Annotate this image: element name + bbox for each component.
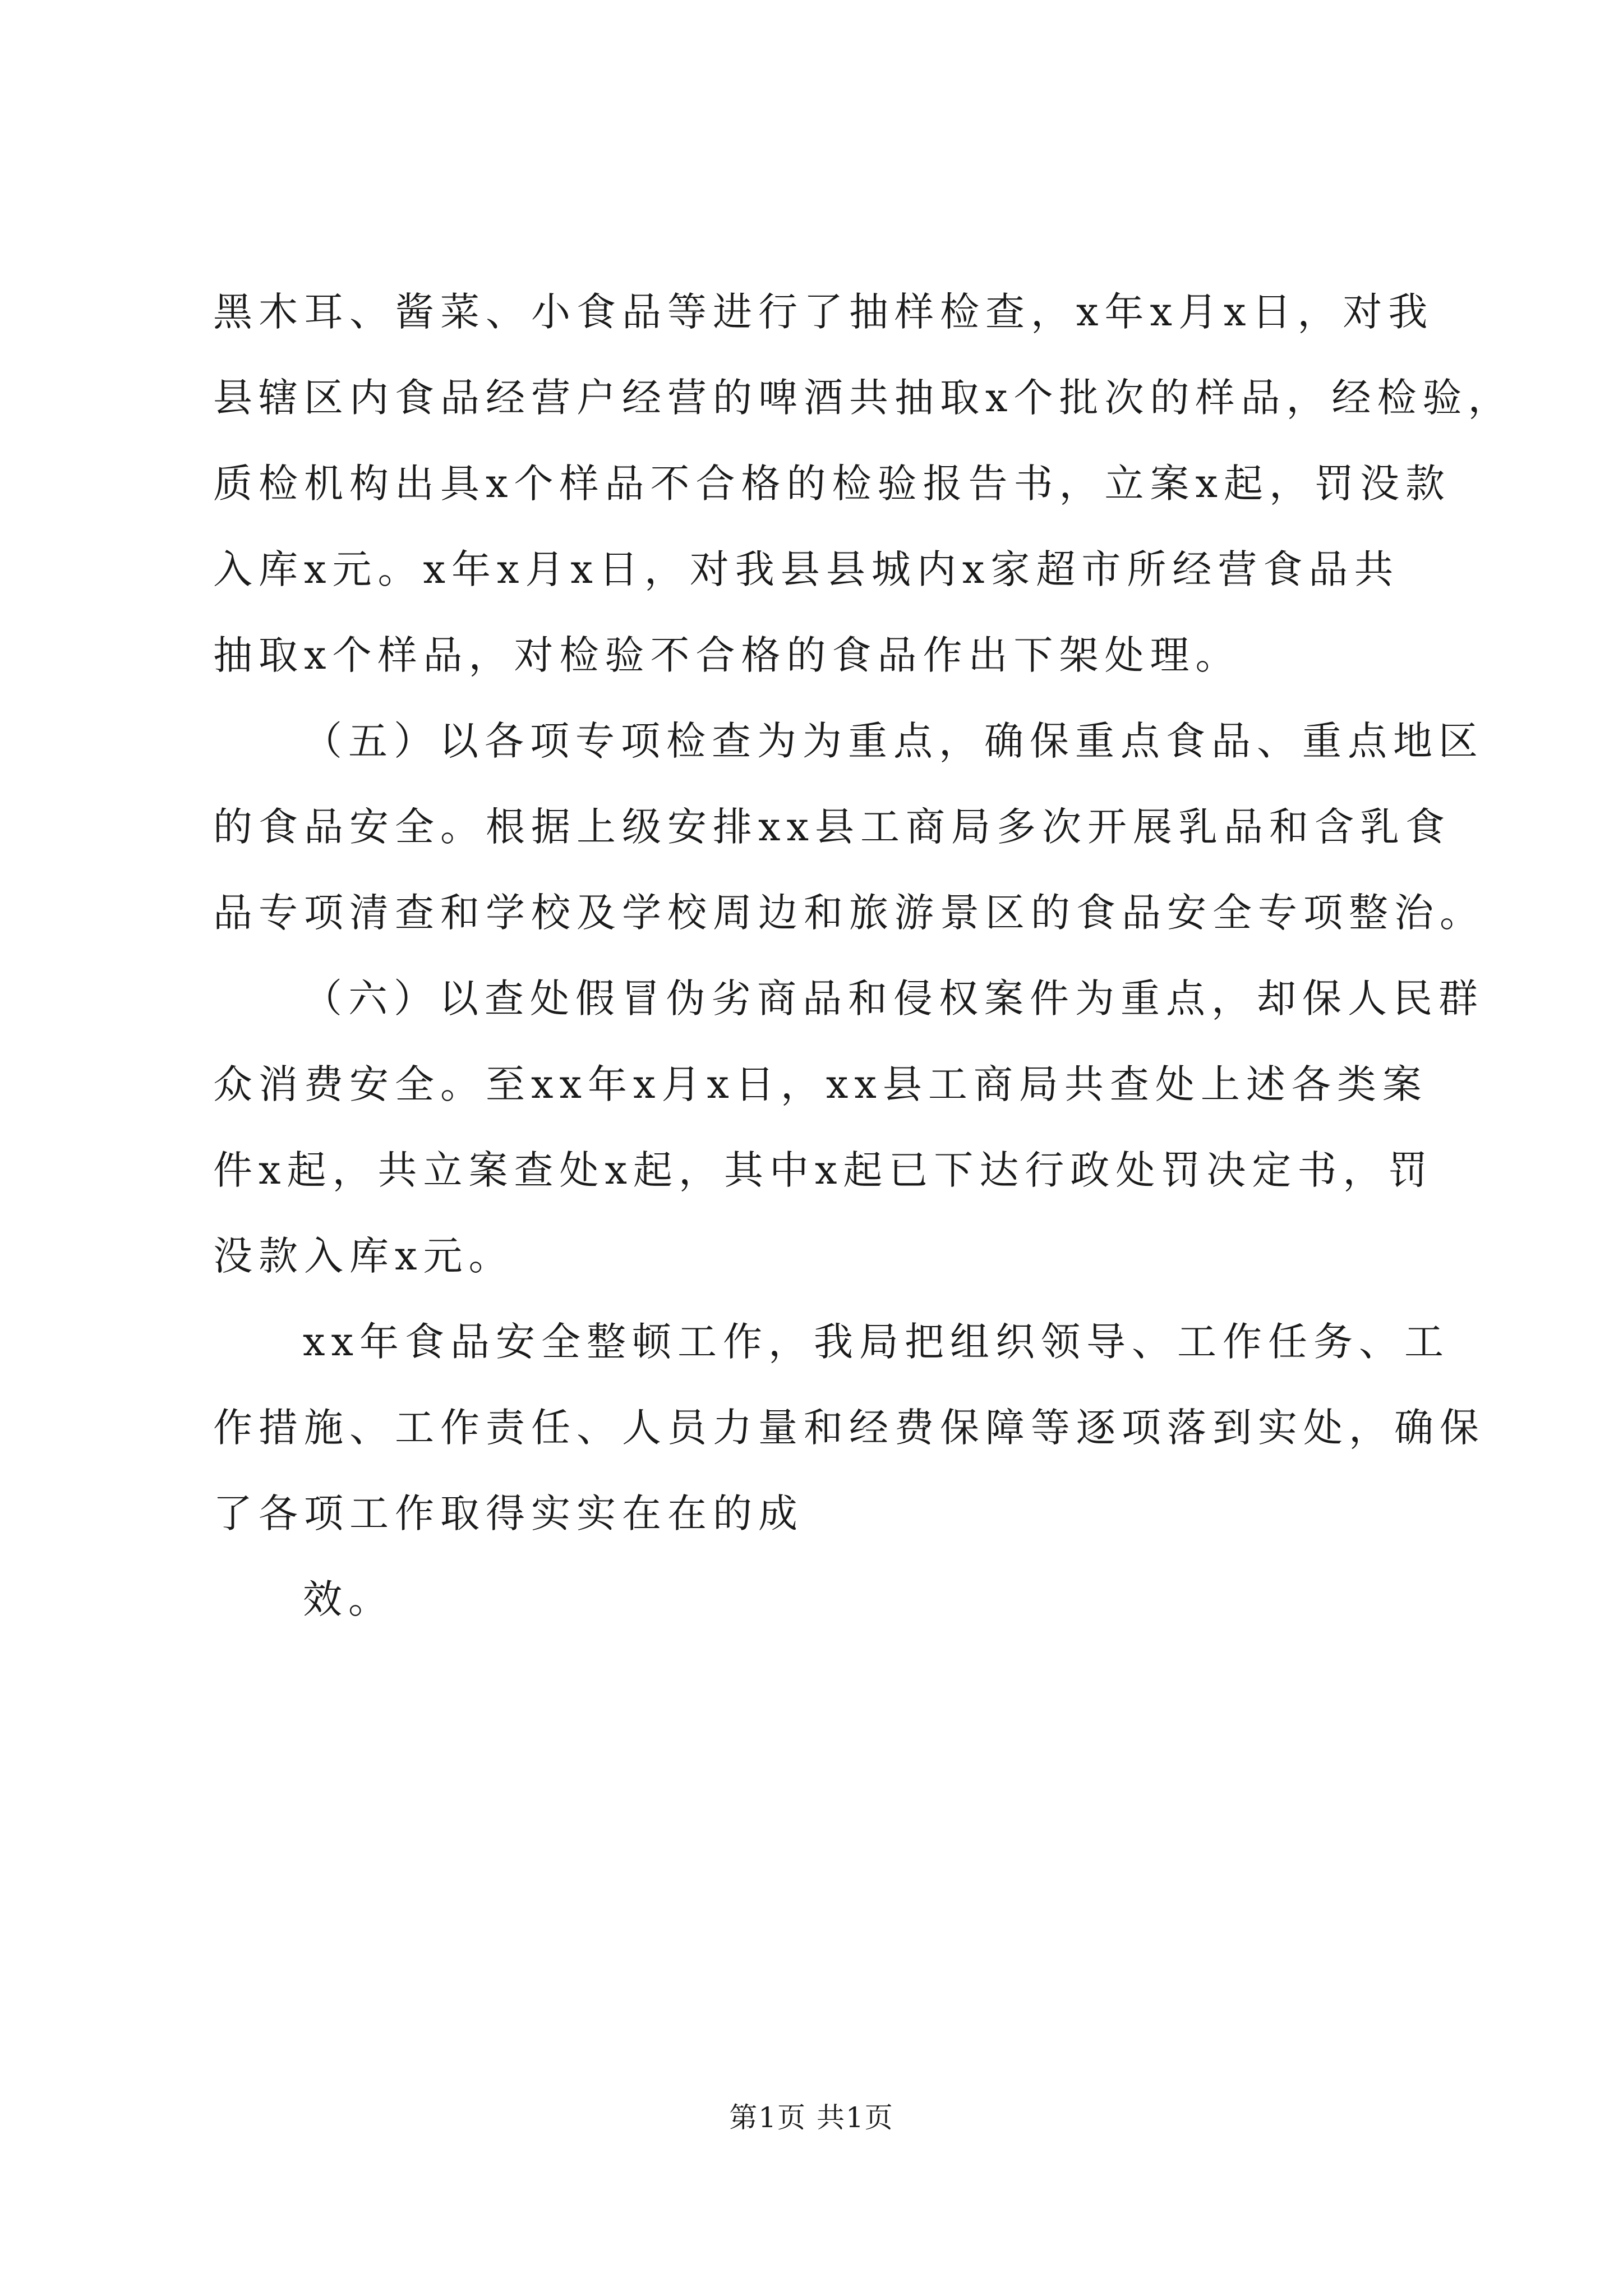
text-line: 品专项清查和学校及学校周边和旅游景区的食品安全专项整治。 (213, 890, 1485, 936)
text-line: 没款入库x元。 (213, 1233, 514, 1279)
text-line: 了各项工作取得实实在在的成 (213, 1490, 804, 1536)
text-line: 抽取x个样品，对检验不合格的食品作出下架处理。 (213, 632, 1241, 678)
text-line: 县辖区内食品经营户经营的啤酒共抽取x个批次的样品，经检验， (213, 375, 1514, 421)
page-number-footer: 第1页 共1页 (729, 2101, 894, 2134)
document-body (213, 269, 1514, 1642)
text-line: 件x起，共立案查处x起，其中x起已下达行政处罚决定书，罚 (213, 1147, 1434, 1193)
paragraph-start-line: （六）以查处假冒伪劣商品和侵权案件为重点，却保人民群 (303, 976, 1484, 1022)
text-line: 众消费安全。至xx年x月x日，xx县工商局共查处上述各类案 (213, 1061, 1428, 1107)
text-line: 黑木耳、酱菜、小食品等进行了抽样检查，x年x月x日，对我 (213, 289, 1434, 335)
text-line: 质检机构出具x个样品不合格的检验报告书，立案x起，罚没款 (213, 461, 1451, 507)
text-line: 作措施、工作责任、人员力量和经费保障等逐项落到实处，确保 (213, 1405, 1485, 1451)
text-line: 入库x元。x年x月x日，对我县县城内x家超市所经营食品共 (213, 546, 1400, 592)
text-line: 效。 (303, 1576, 394, 1622)
text-line: 的食品安全。根据上级安排xx县工商局多次开展乳品和含乳食 (213, 804, 1451, 850)
paragraph-start-line: （五）以各项专项检查为为重点，确保重点食品、重点地区 (303, 718, 1484, 764)
paragraph-start-line: xx年食品安全整顿工作，我局把组织领导、工作任务、工 (303, 1319, 1450, 1365)
